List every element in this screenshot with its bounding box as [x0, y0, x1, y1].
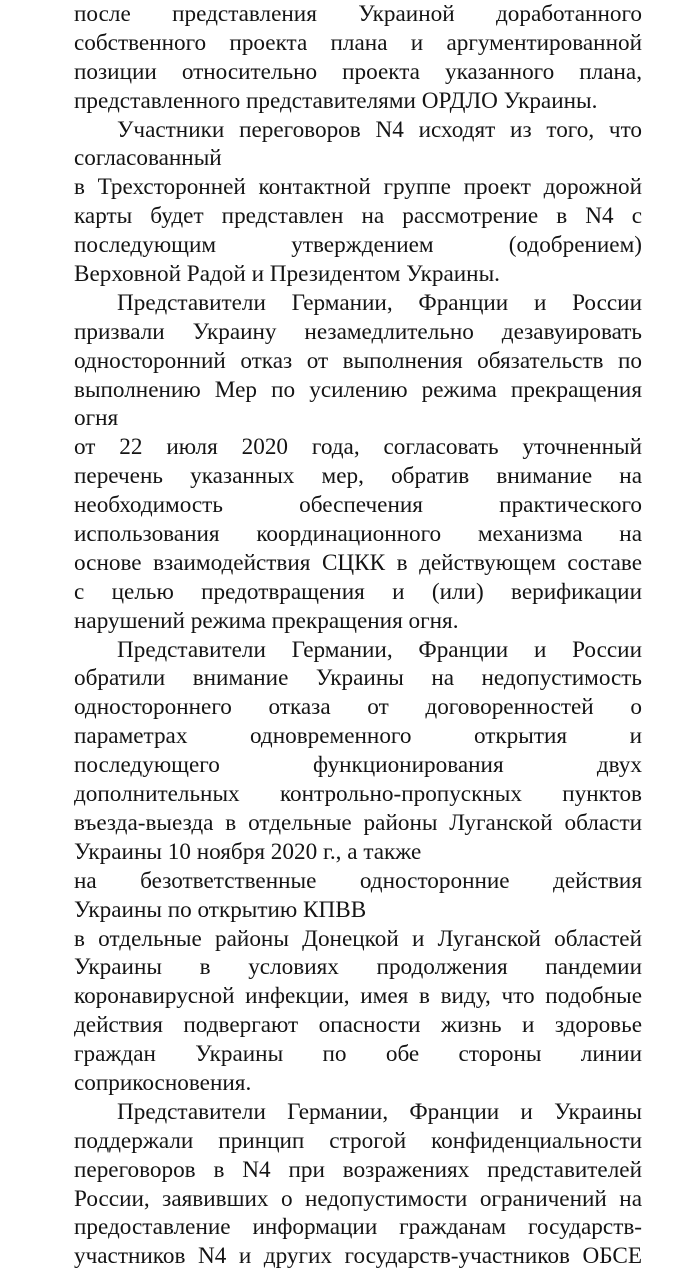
text-line: необходимость обеспечения практического	[74, 492, 642, 519]
text-line: на безответственные односторонние действия	[74, 867, 642, 894]
text-line: поддержали принцип строгой конфиденциальности	[74, 1127, 642, 1154]
text-line: последующего функционирования двух	[74, 752, 642, 779]
text-line: в отдельные районы Донецкой и Луганской областей	[74, 925, 642, 952]
text-line: использования координационного механизма на	[74, 521, 642, 548]
text-line: последующим утверждением (одобрением)	[74, 232, 642, 259]
paragraph	[74, 867, 642, 925]
text-line: с целью предотвращения и (или) верификации	[74, 578, 642, 605]
text-line: Верховной Радой и Президентом Украины.	[74, 261, 500, 288]
text-line: одностороннего отказа от договоренностей о	[74, 694, 642, 721]
paragraph	[74, 173, 642, 289]
text-line: Украины по открытию КПВВ	[74, 896, 367, 923]
text-line: дополнительных контрольно-пропускных пунктов	[74, 781, 642, 808]
text-line: от 22 июля 2020 года, согласовать уточненный	[74, 434, 642, 461]
paragraph	[74, 433, 642, 635]
text-line: нарушений режима прекращения огня.	[74, 607, 459, 634]
text-line: собственного проекта плана и аргументированной	[74, 29, 642, 56]
paragraph	[74, 116, 642, 174]
text-line: соприкосновения.	[74, 1069, 252, 1096]
text-line: односторонний отказ от выполнения обязательств по	[74, 347, 642, 374]
paragraph	[74, 925, 642, 1098]
text-line: обратили внимание Украины на недопустимость	[74, 665, 642, 692]
text-line: России, заявивших о недопустимости ограничений на	[74, 1185, 642, 1212]
text-line: переговоров в N4 при возражениях представителей	[74, 1156, 642, 1183]
text-line: огня	[74, 405, 119, 432]
document-page	[74, 0, 642, 1271]
text-line: участников N4 и других государств-участников ОБСЕ	[74, 1243, 642, 1270]
text-line: параметрах одновременного открытия и	[74, 723, 642, 750]
paragraph	[74, 289, 642, 433]
text-line: Украины 10 ноября 2020 г., а также	[74, 838, 422, 865]
text-line: въезда-выезда в отдельные районы Луганской области	[74, 809, 642, 836]
text-line: коронавирусной инфекции, имея в виду, что подобные	[74, 983, 642, 1010]
text-line: перечень указанных мер, обратив внимание на	[74, 463, 642, 490]
text-line: Представители Германии, Франции и России	[117, 636, 642, 663]
paragraph	[74, 1098, 642, 1271]
text-line: согласованный	[74, 145, 222, 172]
text-line: Представители Германии, Франции и Украины	[117, 1098, 642, 1125]
text-line: в Трехсторонней контактной группе проект дорожной	[74, 174, 642, 201]
text-line: граждан Украины по обе стороны линии	[74, 1041, 642, 1068]
text-line: Украины в условиях продолжения пандемии	[74, 954, 642, 981]
text-line: действия подвергают опасности жизнь и здоровье	[74, 1012, 642, 1039]
paragraph	[74, 636, 642, 867]
text-line: после представления Украиной доработанного	[74, 1, 642, 27]
text-line: призвали Украину незамедлительно дезавуировать	[74, 318, 642, 345]
text-line: Представители Германии, Франции и России	[117, 289, 642, 316]
paragraph	[74, 0, 642, 116]
text-line: позиции относительно проекта указанного плана,	[74, 58, 642, 85]
text-line: Участники переговоров N4 исходят из того, что	[117, 116, 642, 143]
text-line: предоставление информации гражданам государств-	[74, 1214, 642, 1241]
text-line: основе взаимодействия СЦКК в действующем составе	[74, 549, 642, 576]
text-line: представленного представителями ОРДЛО Украины.	[74, 87, 598, 114]
text-line: выполнению Мер по усилению режима прекращения	[74, 376, 642, 403]
text-line: карты будет представлен на рассмотрение в N4 с	[74, 203, 642, 230]
